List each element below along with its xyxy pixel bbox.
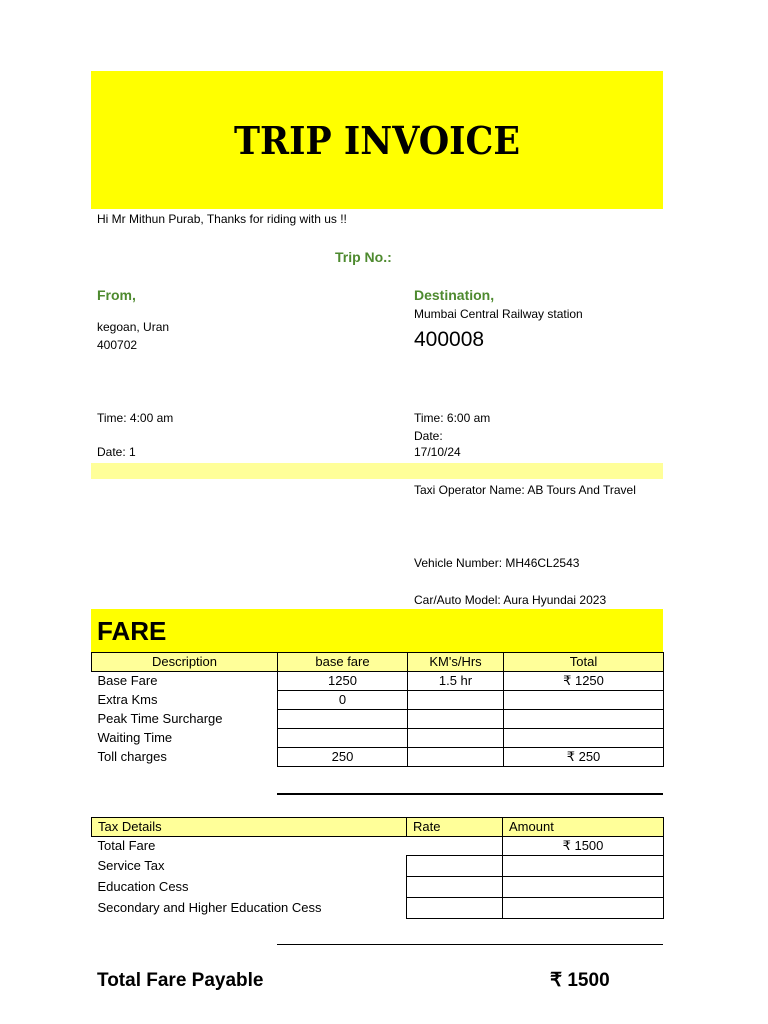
fare-cell-kms-hrs bbox=[408, 748, 504, 767]
car-model: Car/Auto Model: Aura Hyundai 2023 bbox=[414, 593, 607, 607]
tax-cell-amount bbox=[503, 877, 664, 898]
fare-cell-base-fare: 1250 bbox=[278, 672, 408, 691]
fare-cell-kms-hrs bbox=[408, 691, 504, 710]
fare-cell-description: Peak Time Surcharge bbox=[97, 710, 223, 726]
tax-header-rate: Rate bbox=[407, 818, 503, 837]
fare-cell-total bbox=[504, 729, 664, 748]
fare-header-description: Description bbox=[92, 653, 278, 672]
fare-cell-kms-hrs bbox=[408, 729, 504, 748]
destination-label: Destination, bbox=[414, 287, 495, 303]
tax-cell-rate bbox=[407, 898, 503, 919]
from-label: From, bbox=[97, 287, 136, 303]
table-row bbox=[92, 898, 664, 919]
destination-time: Time: 6:00 am bbox=[414, 411, 491, 425]
highlight-strip bbox=[91, 463, 663, 479]
greeting-text: Hi Mr Mithun Purab, Thanks for riding with us !! bbox=[97, 212, 347, 226]
tax-cell-details: Education Cess bbox=[97, 878, 189, 894]
table-row bbox=[92, 748, 664, 767]
tax-cell-rate bbox=[407, 877, 503, 898]
destination-date-label: Date: bbox=[414, 429, 443, 443]
destination-address: Mumbai Central Railway station bbox=[414, 307, 583, 321]
fare-cell-description: Base Fare bbox=[97, 673, 158, 689]
fare-header-kms-hrs: KM's/Hrs bbox=[408, 653, 504, 672]
tax-cell-details: Secondary and Higher Education Cess bbox=[97, 899, 322, 915]
tax-header-amount: Amount bbox=[503, 818, 664, 837]
table-row bbox=[92, 856, 664, 877]
from-pincode: 400702 bbox=[97, 338, 138, 352]
tax-header-details: Tax Details bbox=[92, 818, 407, 837]
fare-cell-total bbox=[504, 710, 664, 729]
fare-cell-base-fare: 250 bbox=[278, 748, 408, 767]
table-row bbox=[92, 691, 664, 710]
table-row bbox=[92, 672, 664, 691]
tax-header-row bbox=[92, 818, 664, 837]
table-row bbox=[92, 837, 664, 856]
total-fare-label: Total Fare Payable bbox=[97, 970, 264, 991]
tax-cell-rate bbox=[407, 856, 503, 877]
destination-pincode: 400008 bbox=[414, 328, 485, 351]
fare-title: FARE bbox=[97, 616, 167, 646]
fare-cell-total: ₹ 1250 bbox=[504, 672, 664, 691]
tax-cell-amount bbox=[503, 856, 664, 877]
fare-cell-kms-hrs bbox=[408, 710, 504, 729]
tax-table bbox=[91, 817, 664, 919]
fare-cell-description: Toll charges bbox=[97, 748, 167, 764]
from-date: Date: 1 bbox=[97, 445, 136, 459]
tax-subtotal-rule bbox=[277, 944, 663, 945]
fare-band bbox=[91, 609, 663, 652]
fare-header-base-fare: base fare bbox=[278, 653, 408, 672]
invoice-title: TRIP INVOICE bbox=[233, 118, 520, 163]
fare-table bbox=[91, 652, 664, 767]
table-row bbox=[92, 710, 664, 729]
tax-cell-details: Service Tax bbox=[97, 857, 165, 873]
from-address: kegoan, Uran bbox=[97, 320, 170, 334]
fare-header-row bbox=[92, 653, 664, 672]
fare-cell-total bbox=[504, 691, 664, 710]
fare-cell-base-fare bbox=[278, 729, 408, 748]
total-fare-value: ₹ 1500 bbox=[550, 970, 610, 991]
fare-cell-kms-hrs: 1.5 hr bbox=[408, 672, 504, 691]
tax-cell-amount bbox=[503, 898, 664, 919]
vehicle-number: Vehicle Number: MH46CL2543 bbox=[414, 556, 580, 570]
tax-cell-details: Total Fare bbox=[97, 838, 156, 854]
fare-subtotal-rule bbox=[277, 793, 663, 795]
tax-cell-rate bbox=[407, 837, 503, 856]
trip-no-label: Trip No.: bbox=[335, 249, 392, 265]
fare-cell-base-fare: 0 bbox=[278, 691, 408, 710]
fare-cell-description: Extra Kms bbox=[97, 691, 158, 707]
operator-name: Taxi Operator Name: AB Tours And Travel bbox=[414, 483, 636, 497]
fare-cell-total: ₹ 250 bbox=[504, 748, 664, 767]
table-row bbox=[92, 877, 664, 898]
from-time: Time: 4:00 am bbox=[97, 411, 174, 425]
fare-header-total: Total bbox=[504, 653, 664, 672]
fare-cell-base-fare bbox=[278, 710, 408, 729]
tax-cell-amount: ₹ 1500 bbox=[503, 837, 664, 856]
fare-cell-description: Waiting Time bbox=[97, 729, 173, 745]
destination-date-value: 17/10/24 bbox=[414, 445, 461, 459]
table-row bbox=[92, 729, 664, 748]
